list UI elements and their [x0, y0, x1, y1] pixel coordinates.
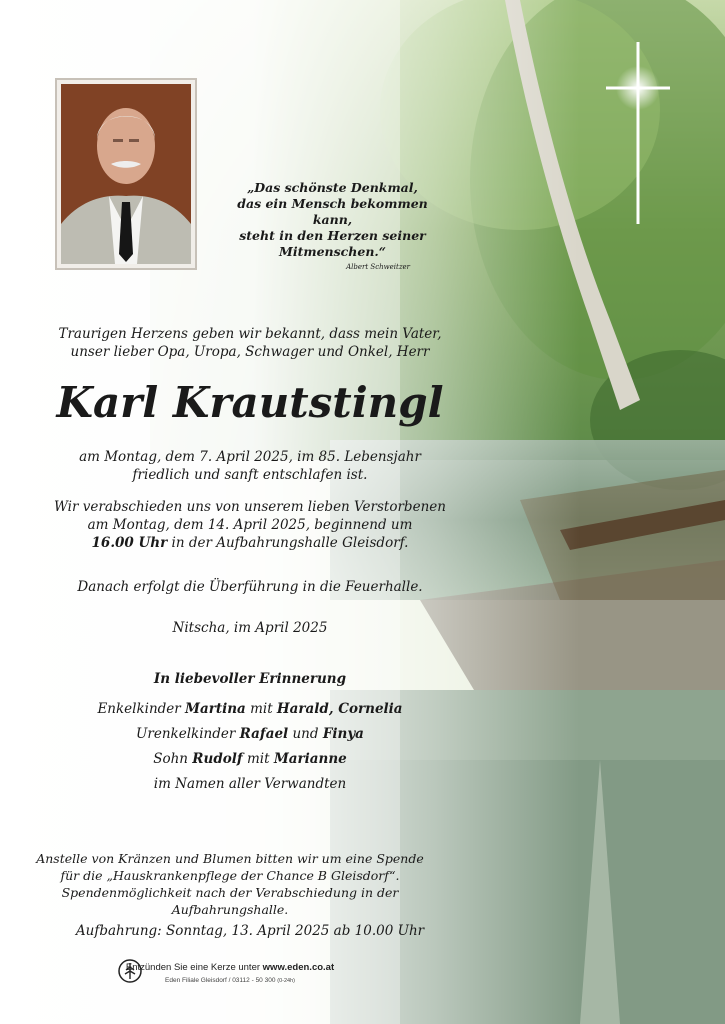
place-date: Nitscha, im April 2025	[172, 620, 328, 636]
memory-heading: In liebevoller Erinnerung	[153, 671, 347, 687]
quote-line: das ein Mensch bekommen kann,	[237, 196, 428, 227]
donation-line: Spendenmöglichkeit nach der Verabschiedung in der Aufbahrungshalle.	[61, 885, 399, 917]
all-relatives-line: im Namen aller Verwandten	[153, 776, 347, 792]
farewell-line	[40, 534, 460, 552]
relative-name: Rudolf	[192, 751, 243, 767]
relative-name: Cornelia	[338, 701, 403, 717]
portrait-frame	[55, 78, 197, 270]
great-grandchildren-line	[40, 722, 460, 747]
donation-line: Anstelle von Kränzen und Blumen bitten wir um eine Spende	[36, 851, 424, 866]
farewell-line: am Montag, dem 14. April 2025, beginnend um	[87, 517, 413, 533]
connector: mit	[245, 701, 277, 717]
relative-name: Martina	[185, 701, 246, 717]
death-notice-line: friedlich und sanft entschlafen ist.	[132, 467, 368, 483]
candle-text: Entzünden Sie eine Kerze unter	[125, 962, 263, 973]
death-notice-line: am Montag, dem 7. April 2025, im 85. Lebensjahr	[79, 449, 421, 465]
relative-name: Rafael	[239, 726, 289, 742]
connector: mit	[242, 751, 274, 767]
grandchildren-line	[40, 697, 460, 722]
quote-line: steht in den Herzen seiner	[239, 228, 426, 243]
portrait-photo	[61, 84, 191, 264]
memorial-quote	[225, 180, 440, 275]
farewell-notice	[40, 498, 460, 552]
relation-label: Urenkelkinder	[136, 726, 240, 742]
relative-name: Harald	[276, 701, 329, 717]
relation-label: Sohn	[153, 751, 193, 767]
intro-text	[40, 325, 460, 361]
transfer-notice: Danach erfolgt die Überführung in die Feuerhalle.	[77, 579, 423, 595]
quote-author: Albert Schweitzer	[346, 263, 410, 271]
farewell-location: in der Aufbahrungshalle Gleisdorf.	[167, 535, 409, 551]
relation-label: Enkelkinder	[97, 701, 186, 717]
relatives-list	[40, 697, 460, 797]
deceased-name: Karl Krautstingl	[56, 378, 444, 427]
farewell-line: Wir verabschieden uns von unserem lieben Verstorbenen	[54, 499, 446, 515]
viewing-notice: Aufbahrung: Sonntag, 13. April 2025 ab 10.00 Uhr	[75, 923, 425, 939]
death-notice	[40, 448, 460, 484]
candle-link-line	[34, 962, 426, 973]
connector: und	[288, 726, 323, 742]
branch-text: Eden Filiale Gleisdorf / 03112 - 50 300	[165, 977, 278, 984]
relative-name: Finya	[322, 726, 364, 742]
relative-name: Marianne	[273, 751, 347, 767]
branch-hours: (0-24h)	[277, 978, 295, 984]
quote-line: Mitmenschen.“	[279, 244, 386, 259]
branch-line	[34, 977, 426, 984]
farewell-time: 16.00 Uhr	[91, 535, 168, 551]
intro-line: unser lieber Opa, Uropa, Schwager und Onkel, Herr	[70, 344, 430, 360]
quote-line: „Das schönste Denkmal,	[247, 180, 418, 195]
son-line	[40, 747, 460, 772]
eden-url-link[interactable]: www.eden.co.at	[262, 962, 335, 973]
donation-line: für die „Hauskrankenpflege der Chance B Gleisdorf“.	[60, 868, 400, 883]
separator: ,	[328, 701, 339, 717]
donation-notice	[30, 850, 430, 918]
intro-line: Traurigen Herzens geben wir bekannt, dass mein Vater,	[58, 326, 442, 342]
